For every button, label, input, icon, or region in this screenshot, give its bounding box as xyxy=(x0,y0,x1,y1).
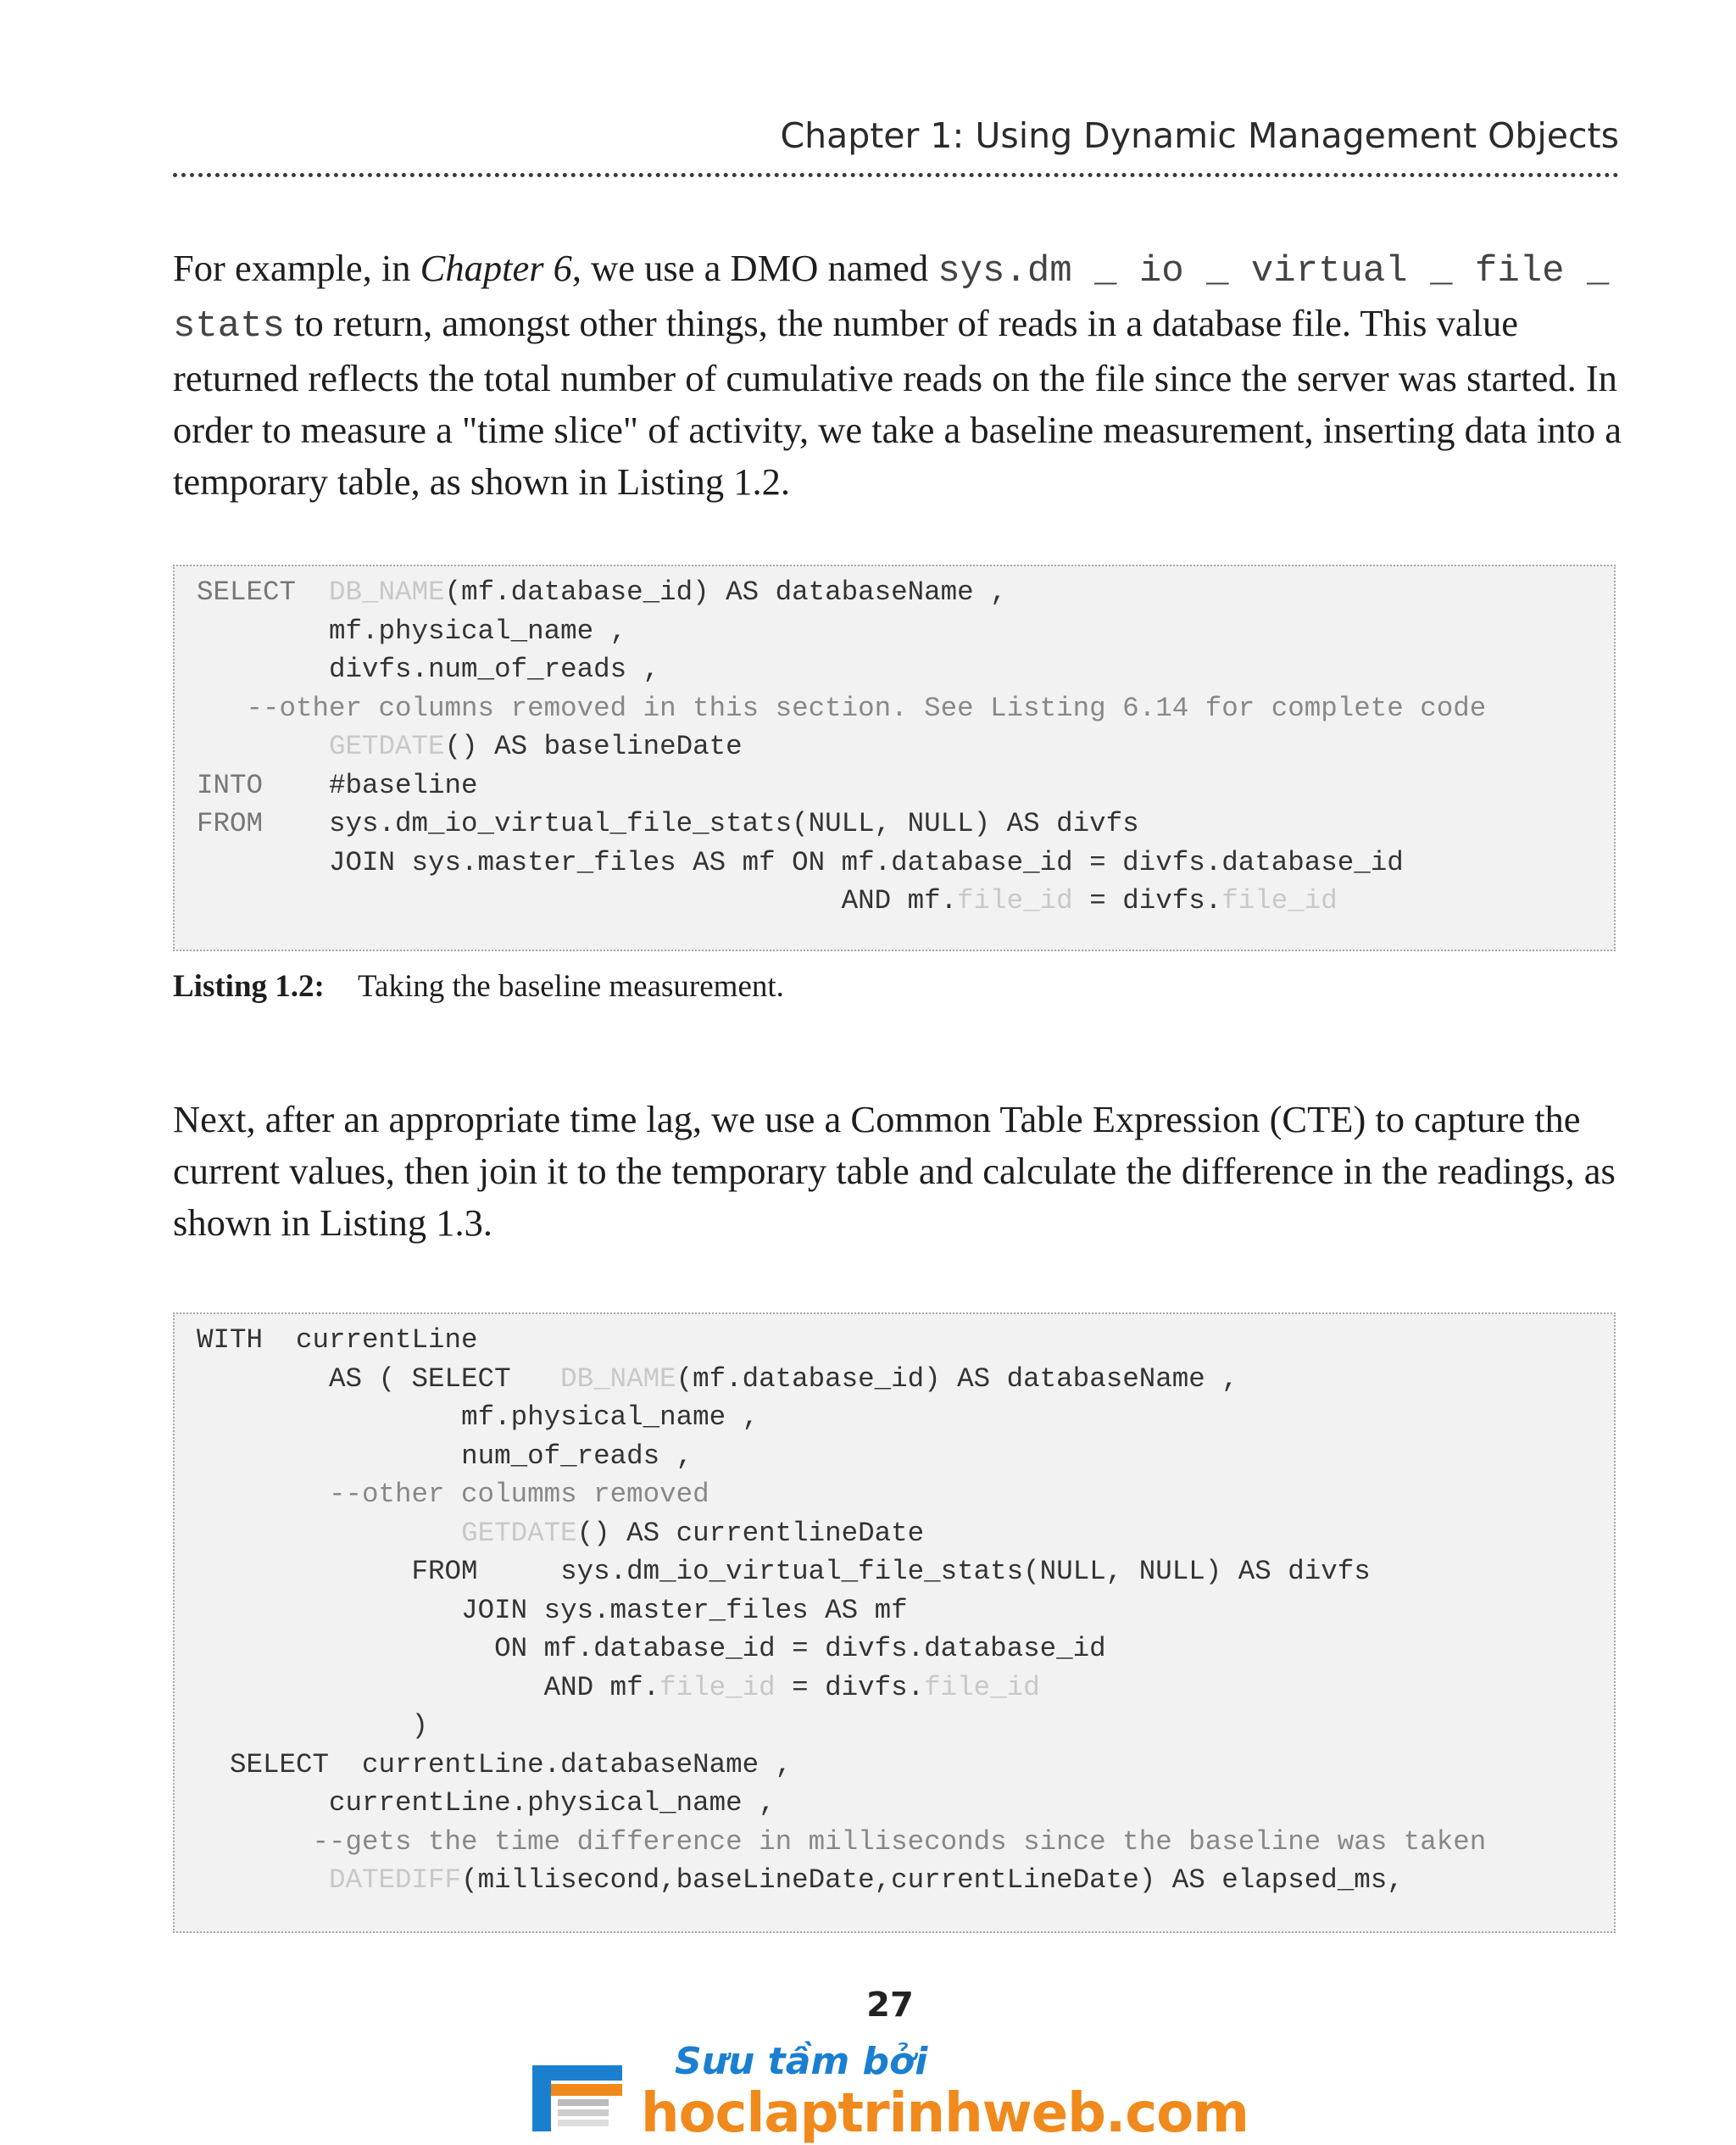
watermark-logo-icon xyxy=(532,2048,626,2142)
watermark-line1: Sưu tầm bởi xyxy=(675,2040,928,2083)
caption-text: Taking the baseline measurement. xyxy=(358,969,784,1004)
code-listing-1-3: WITH currentLine AS ( SELECT DB_NAME(mf.database_id) AS databaseName , mf.physical_name , num_of_reads , --other columms removed GETDATE() AS currentlineDate FROM sys.dm_io_virtual_file_stats(NULL, NULL) AS divfs JOIN sys.master_files AS mf ON mf.database_id = divfs.database_id AND mf.file_id = divfs.file_id ) SELECT currentLine.databaseName , currentLine.physical_name , --gets the time difference in milliseconds since the baseline was taken DATEDIFF(millisecond,baseLineDate,currentLineDate) AS elapsed_ms, xyxy=(173,1312,1616,1933)
watermark-line2: hoclaptrinhweb.com xyxy=(641,2082,1249,2145)
dmo-name-cont: stats xyxy=(173,305,286,348)
header-divider xyxy=(173,173,1619,177)
caption-label: Listing 1.2: xyxy=(173,969,325,1004)
chapter-header: Chapter 1: Using Dynamic Management Objects xyxy=(780,115,1619,156)
page-number: 27 xyxy=(866,1986,914,2025)
chapter-reference: Chapter 6 xyxy=(420,247,572,289)
paragraph-intro: For example, in Chapter 6, we use a DMO named sys.dm _ io _ virtual _ file _ stats to return, amongst other things, the number of reads in a database file. This value returned reflects the total number of cumulative reads on the file since the server was started. In order to measure a "time slice" of activity, we take a baseline measurement, inserting data into a temporary table, as shown in Listing 1.2. xyxy=(173,247,1622,503)
listing-caption xyxy=(173,968,784,1005)
code-listing-1-2: SELECT DB_NAME(mf.database_id) AS databaseName , mf.physical_name , divfs.num_of_reads , --other columns removed in this section. See Listing 6.14 for complete code GETDATE() AS baselineDate INTO #baseline FROM sys.dm_io_virtual_file_stats(NULL, NULL) AS divfs JOIN sys.master_files AS mf ON mf.database_id = divfs.database_id AND mf.file_id = divfs.file_id xyxy=(173,565,1616,951)
paragraph-cte: Next, after an appropriate time lag, we use a Common Table Expression (CTE) to capture the current values, then join it to the temporary table and calculate the difference in the readings, as shown in Listing 1.3. xyxy=(173,1098,1616,1244)
dmo-name: sys.dm _ io _ virtual _ file _ xyxy=(938,250,1610,292)
